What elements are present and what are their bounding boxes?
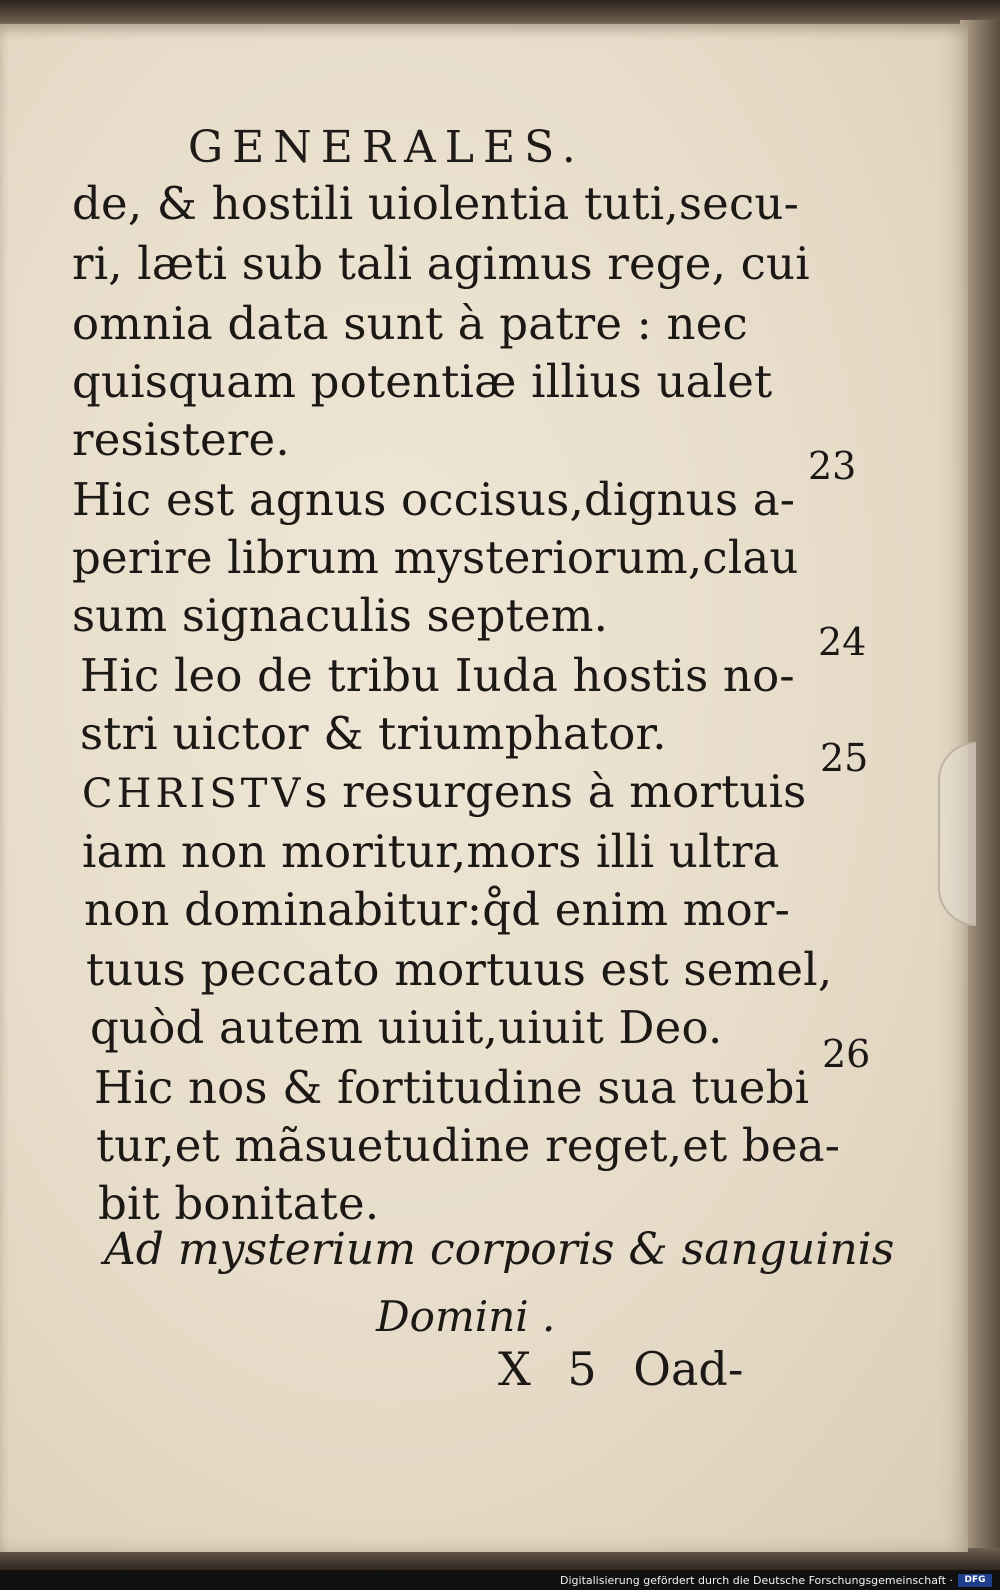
text-line: non dominabitur:q̊d enim mor- [84,883,791,936]
text-line: iam non moritur,mors illi ultra [82,825,780,878]
text-line: s resurgens à mortuis [304,765,807,818]
book-page [0,24,968,1552]
running-head: GENERALES. [188,122,585,173]
text-line: de, & hostili uiolentia tuti,secu- [72,177,799,230]
text-line: sum signaculis septem. [72,589,609,642]
margin-verse-number: 23 [808,444,857,488]
signature-catchword: X 5 Oad- [498,1342,744,1396]
text-line: tuus peccato mortuus est semel, [86,943,833,996]
text-line: stri uictor & triumphator. [80,707,667,760]
text-line: quisquam potentiæ illius ualet [72,355,773,408]
margin-verse-number: 26 [822,1032,871,1076]
text-line: perire librum mysteriorum,clau [72,531,799,584]
text-line: ri, læti sub tali agimus rege, cui [72,237,810,290]
page-tab-marker [938,742,976,926]
margin-verse-number: 24 [818,620,867,664]
section-heading-continued: Domini . [376,1292,556,1341]
dfg-logo: DFG [958,1574,992,1587]
christus-lead: CHRISTV [82,771,305,817]
text-line: tur,et mãsuetudine reget,et bea- [96,1119,841,1172]
text-line: Hic leo de tribu Iuda hostis no- [80,649,795,702]
text-line: Hic nos & fortitudine sua tuebi [94,1061,810,1114]
text-line-christus [82,762,806,824]
text-line: bit bonitate. [98,1177,380,1230]
text-line: resistere. [72,413,290,466]
text-line: quòd autem uiuit,uiuit Deo. [90,1001,723,1054]
text-line: Hic est agnus occisus,dignus a- [72,473,796,526]
section-heading: Ad mysterium corporis & sanguinis [104,1224,895,1275]
text-line: omnia data sunt à patre : nec [72,297,748,350]
footer-credit: Digitalisierung gefördert durch die Deutsche Forschungsgemeinschaft · [560,1574,953,1587]
margin-verse-number: 25 [820,736,869,780]
